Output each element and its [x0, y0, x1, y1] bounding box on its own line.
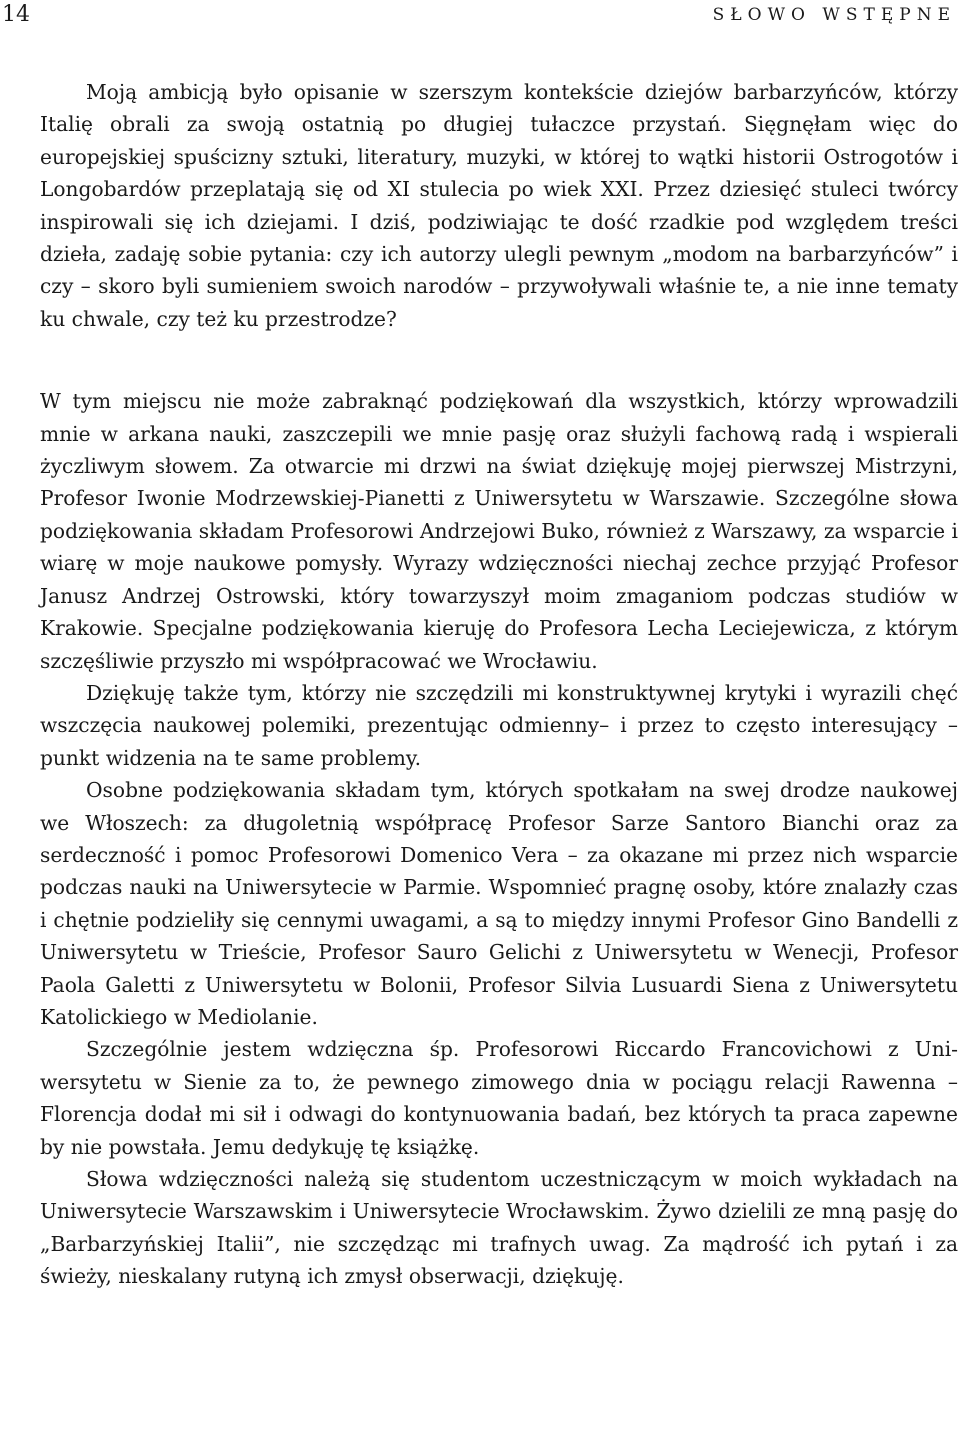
body-text [40, 76, 958, 1293]
paragraph-ambition: Moją ambicją było opisanie w szerszym kontekście dziejów barbarzyńców, którzy Italię obrali za swoją ostatnią po długiej tułaczce przystań. Sięgnęłam więc do europejskiej spuścizny sztuki, literatury, muzyki, w której to wątki historii Ostrogotów i Longobardów przeplatają się od XI stulecia po wiek XXI. Przez dziesięć stuleci twórcy inspirowali się ich dziejami. I dziś, podziwiając te dość rzadkie pod względem treści dzieła, zadaję sobie pytania: czy ich autorzy ulegli pewnym „modom na barbarzyńców” i czy – skoro byli sumieniem swoich narodów – przywoływali właśnie te, a nie inne tematy ku chwale, czy też ku przestrodze? [40, 80, 958, 331]
paragraph-acknowledgements-critics: Dziękuję także tym, którzy nie szczędzili mi konstruktywnej krytyki i wyrazili chęć wszczęcia naukowej polemiki, prezentując odmienny– i przez to często interesujący – punkt widzenia na te same problemy. [40, 680, 958, 770]
paragraph-acknowledgements-students: Słowa wdzięczności należą się studentom uczestniczącym w moich wykładach na Uniwersytecie Warszawskim i Uniwersytecie Wrocławskim. Żywo dzielili ze mną pasję do „Barbarzyńskiej Italii”, nie szczędząc mi trafnych uwag. Za mądrość ich pytań i za świeży, nieskalany rutyną ich zmysł obserwacji, dziękuję. [40, 1167, 958, 1289]
page-number: 14 [2, 2, 30, 27]
page-header [0, 0, 960, 30]
running-head: SŁOWO WSTĘPNE [712, 5, 956, 25]
paragraph-dedication: Szczególnie jestem wdzięczna śp. Profesorowi Riccardo Francovichowi z Uniwersytetu w Sienie za to, że pewnego zimowego dnia w pociągu relacji Rawenna – Florencja dodał mi sił i odwagi do kontynuowania badań, bez których ta praca zapewne by nie powstała. Jemu dedykuję tę książkę. [40, 1037, 958, 1159]
paragraph-acknowledgements-teachers: W tym miejscu nie może zabraknąć podziękowań dla wszystkich, którzy wprowadzili mnie w arkana nauki, zaszczepili we mnie pasję oraz służyli fachową radą i wspierali życzliwym słowem. Za otwarcie mi drzwi na świat dziękuję mojej pierwszej Mistrzyni, Profesor Iwonie Modrzewskiej-Pianetti z Uniwersytetu w Warszawie. Szczególne słowa podziękowania składam Profesorowi Andrzejowi Buko, również z Warszawy, za wsparcie i wiarę w moje naukowe pomysły. Wyrazy wdzięczności niechaj zechce przyjąć Profesor Janusz Andrzej Ostrowski, który towarzyszył moim zmaganiom podczas studiów w Krakowie. Specjalne podziękowania kieruję do Profesora Lecha Leciejewicza, z którym szczęśliwie przyszło mi współpracować we Wrocławiu. [40, 389, 958, 673]
paragraph-acknowledgements-italy: Osobne podziękowania składam tym, których spotkałam na swej drodze naukowej we Włoszech: za długoletnią współpracę Profesor Sarze Santoro Bianchi oraz za serdeczność i pomoc Profesorowi Domenico Vera – za okazane mi przez nich wsparcie podczas nauki na Uniwersytecie w Parmie. Wspomnieć pragnę osoby, które znalazły czas i chętnie podzieliły się cennymi uwagami, a są to między innymi Profesor Gino Bandelli z Uniwersytetu w Trieście, Profesor Sauro Gelichi z Uniwersytetu w Wenecji, Profesor Paola Galetti z Uniwersytetu w Bolonii, Profesor Silvia Lusuardi Siena z Uniwersytetu Katolickiego w Mediolanie. [40, 778, 958, 1029]
